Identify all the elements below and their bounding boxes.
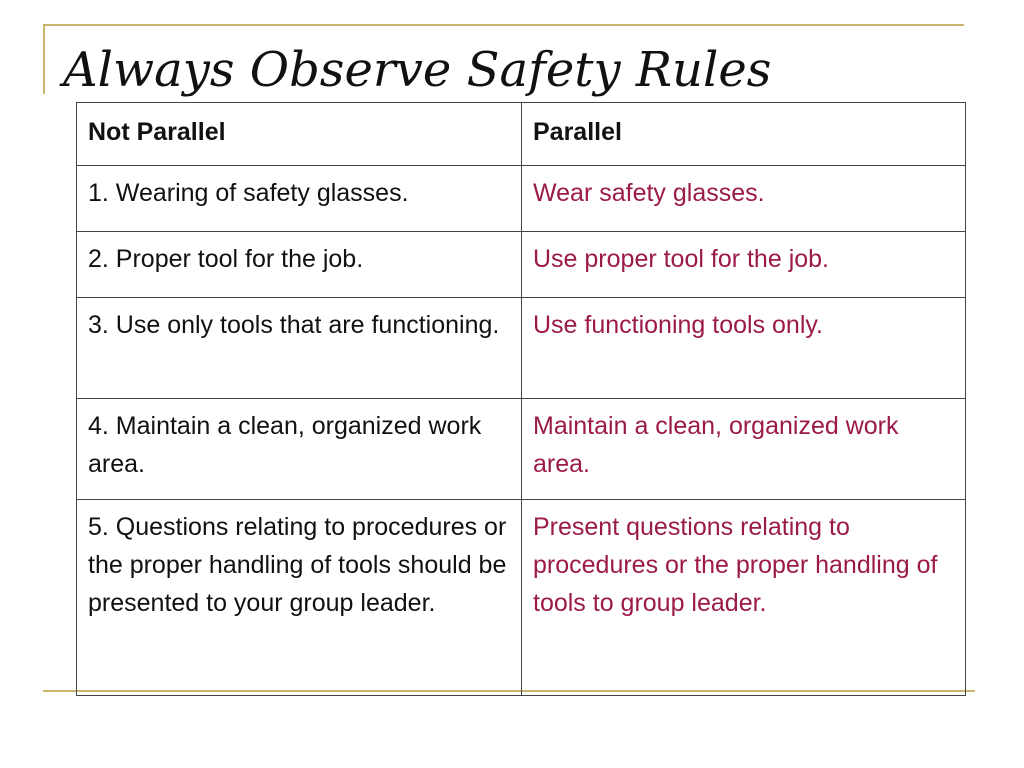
table-header-row	[77, 103, 966, 166]
not-parallel-cell: 2. Proper tool for the job.	[77, 232, 522, 298]
top-rule	[43, 24, 964, 26]
parallel-cell: Maintain a clean, organized work area.	[522, 399, 966, 500]
left-rule	[43, 24, 45, 94]
header-not-parallel: Not Parallel	[77, 103, 522, 166]
header-parallel: Parallel	[522, 103, 966, 166]
parallel-cell: Wear safety glasses.	[522, 166, 966, 232]
not-parallel-cell: 1. Wearing of safety glasses.	[77, 166, 522, 232]
table-row	[77, 399, 966, 500]
not-parallel-cell: 3. Use only tools that are functioning.	[77, 298, 522, 399]
not-parallel-cell: 4. Maintain a clean, organized work area.	[77, 399, 522, 500]
table-row	[77, 166, 966, 232]
comparison-table-container	[76, 102, 965, 696]
table-row	[77, 500, 966, 696]
parallel-cell: Use functioning tools only.	[522, 298, 966, 399]
table-row	[77, 298, 966, 399]
not-parallel-cell: 5. Questions relating to procedures or the proper handling of tools should be presented to your group leader.	[77, 500, 522, 696]
parallel-cell: Present questions relating to procedures or the proper handling of tools to group leader.	[522, 500, 966, 696]
slide-title: Always Observe Safety Rules	[63, 42, 772, 98]
table-row	[77, 232, 966, 298]
comparison-table	[76, 102, 966, 696]
parallel-cell: Use proper tool for the job.	[522, 232, 966, 298]
